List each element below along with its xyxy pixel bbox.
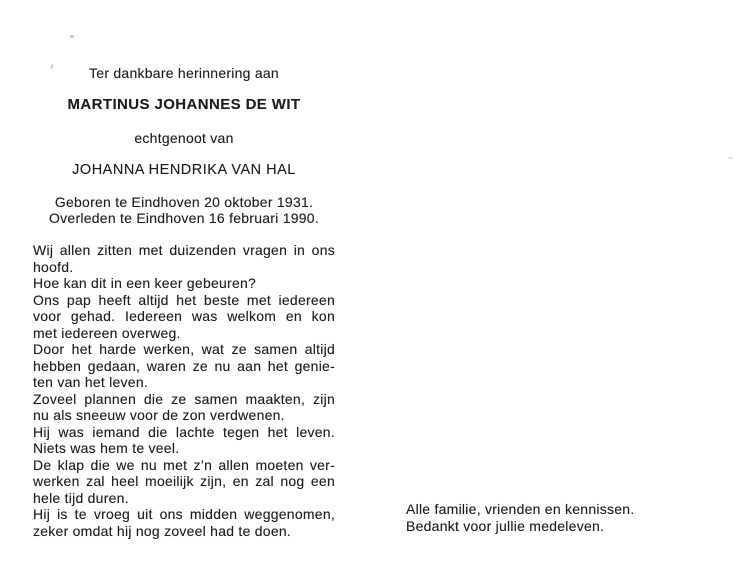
poem-line: Wij allen zitten met duizenden vragen in ons: [33, 242, 335, 258]
poem-line: nu als sneeuw voor de zon verdwenen.: [33, 407, 285, 423]
intro-line: Ter dankbare herinnering aan: [89, 65, 279, 81]
spouse-name: JOHANNA HENDRIKA VAN HAL: [72, 161, 296, 178]
left-column: [33, 65, 335, 539]
closing-line: Bedankt voor jullie medeleven.: [406, 517, 605, 534]
birth-line: Geboren te Eindhoven 20 oktober 1931.: [54, 193, 314, 210]
poem-line: Door het harde werken, wat ze samen altijd: [33, 341, 335, 357]
poem-line: ten van het leven.: [33, 374, 149, 390]
closing-thanks: [406, 501, 706, 534]
poem-line: hele tijd duren.: [33, 489, 129, 506]
header-block: [33, 65, 335, 227]
relation-line: echtgenoot van: [134, 129, 234, 146]
poem-line: werken zal heel moeilijk zijn, en zal nog een: [33, 473, 335, 489]
poem-line: Hij is te vroeg uit ons midden weggenomen,: [33, 506, 335, 522]
poem-line: met iedereen overweg.: [33, 324, 181, 341]
closing-line: Alle familie, vrienden en kennissen.: [406, 501, 635, 517]
poem-line: Hij was iemand die lachte tegen het leven.: [33, 423, 335, 440]
poem-line: Hoe kan dit in een keer gebeuren?: [33, 275, 257, 291]
scan-speck: [70, 34, 75, 38]
poem-line: De klap die we nu met z’n allen moeten ver-: [33, 456, 335, 473]
poem-line: hebben gedaan, waren ze nu aan het genie-: [33, 357, 335, 374]
poem-line: Zoveel plannen die ze samen maakten, zijn: [33, 390, 335, 407]
poem-line: zeker omdat hij nog zoveel had te doen.: [33, 522, 292, 539]
poem-line: Ons pap heeft altijd het beste met iedereen: [33, 291, 335, 308]
scan-speck: [728, 157, 733, 159]
poem-line: Niets was hem te veel.: [33, 440, 180, 456]
death-line: Overleden te Eindhoven 16 februari 1990.: [49, 210, 319, 226]
poem-line: voor gehad. Iedereen was welkom en kon: [33, 308, 335, 324]
deceased-name: MARTINUS JOHANNES DE WIT: [67, 96, 301, 113]
memorial-poem: [33, 242, 335, 539]
poem-line: hoofd.: [33, 258, 74, 275]
